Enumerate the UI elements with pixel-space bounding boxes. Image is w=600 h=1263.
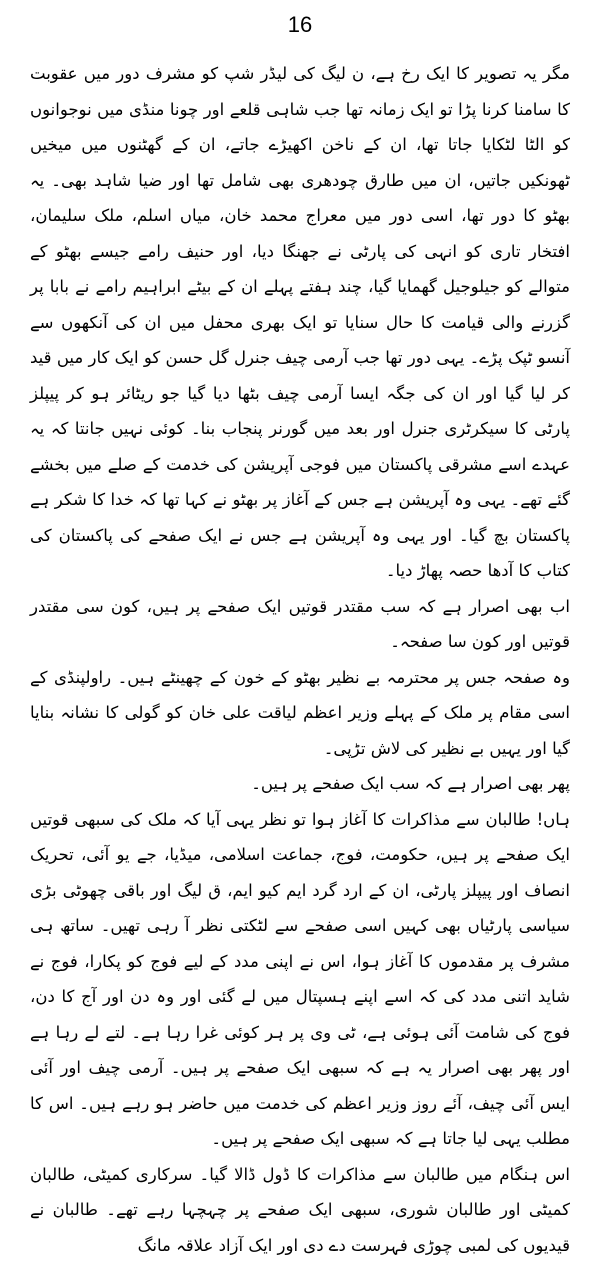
page-number: 16 <box>0 12 600 38</box>
paragraph-1: مگر یہ تصویر کا ایک رخ ہے، ن لیگ کی لیڈر شپ کو مشرف دور میں عقوبت کا سامنا کرنا پڑا تو ایک زمانہ تھا جب شاہی قلعے اور چونا منڈی میں نوجوانوں کو الٹا لٹکایا جاتا تھا، ان کے ناخن اکھیڑے جاتے، ان کے گھٹنوں میں میخیں ٹھونکیں جاتیں، ان میں طارق چودھری بھی شامل تھا اور ضیا شاہد بھی۔ یہ بھٹو کا دور تھا، اسی دور میں معراج محمد خان، میاں اسلم، ملک سلیمان، افتخار تاری کو انہی کی پارٹی نے جھنگا دیا، اور حنیف رامے جیسے بھٹو کے متوالے کو جیلوجیل گھمایا گیا، چند ہفتے پہلے ان کے بیٹے ابراہیم رامے نے بابا پر گزرنے والی قیامت کا حال سنایا تو ایک بھری محفل میں ان کی آنکھوں سے آنسو ٹپک پڑے۔ یہی دور تھا جب آرمی چیف جنرل گل حسن کو ایک کار میں قید کر لیا گیا اور ان کی جگہ ایسا آرمی چیف بٹھا دیا گیا جو ریٹائر ہو کر پیپلز پارٹی کا سیکرٹری جنرل اور بعد میں گورنر پنجاب بنا۔ کوئی نہیں جانتا کہ یہ عہدے اسے مشرقی پاکستان میں فوجی آپریشن کی خدمت کے صلے میں بخشے گئے تھے۔ یہی وہ آپریشن ہے جس کے آغاز پر بھٹو نے کہا تھا کہ خدا کا شکر ہے پاکستان بچ گیا۔ اور یہی وہ آپریشن ہے جس نے ایک صفحے کی پاکستان کی کتاب کا آدھا حصہ پھاڑ دیا۔ <box>30 56 570 589</box>
paragraph-6: اس ہنگام میں طالبان سے مذاکرات کا ڈول ڈالا گیا۔ سرکاری کمیٹی، طالبان کمیٹی اور طالبان شوری، سبھی ایک صفحے پر چہچہا رہے تھے۔ طالبان نے قیدیوں کی لمبی چوڑی فہرست دے دی اور ایک آزاد علاقہ مانگ <box>30 1157 570 1263</box>
paragraph-5: ہاں! طالبان سے مذاکرات کا آغاز ہوا تو نظر یہی آیا کہ ملک کی سبھی قوتیں ایک صفحے پر ہیں، حکومت، فوج، جماعت اسلامی، میڈیا، جے یو آئی، تحریک انصاف اور پیپلز پارٹی، ان کے ارد گرد ایم کیو ایم، ق لیگ اور باقی چھوٹی بڑی سیاسی پارٹیاں بھی کہیں اسی صفحے سے لٹکتی نظر آ رہی تھیں۔ ساتھ ہی مشرف پر مقدموں کا آغاز ہوا، اس نے اپنی مدد کے لیے فوج کو پکارا، فوج نے شاید اتنی مدد کی کہ اسے اپنے ہسپتال میں لے گئی اور وہ دن اور آج کا دن، فوج کی شامت آئی ہوئی ہے، ٹی وی پر ہر کوئی غرا رہا ہے۔ لتے لے رہا ہے اور پھر بھی اصرار یہ ہے کہ سبھی ایک صفحے پر ہیں۔ آرمی چیف اور آئی ایس آئی چیف، آئے روز وزیر اعظم کی خدمت میں حاضر ہو رہے ہیں۔ اس کا مطلب یہی لیا جاتا ہے کہ سبھی ایک صفحے پر ہیں۔ <box>30 802 570 1157</box>
paragraph-4: پھر بھی اصرار ہے کہ سب ایک صفحے پر ہیں۔ <box>30 766 570 802</box>
paragraph-2: اب بھی اصرار ہے کہ سب مقتدر قوتیں ایک صفحے پر ہیں، کون سی مقتدر قوتیں اور کون سا صفحہ۔ <box>30 589 570 660</box>
article-body <box>30 56 570 1263</box>
paragraph-3: وہ صفحہ جس پر محترمہ بے نظیر بھٹو کے خون کے چھینٹے ہیں۔ راولپنڈی کے اسی مقام پر ملک کے پہلے وزیر اعظم لیاقت علی خان کو گولی کا نشانہ بنایا گیا اور یہیں بے نظیر کی لاش تڑپی۔ <box>30 660 570 767</box>
